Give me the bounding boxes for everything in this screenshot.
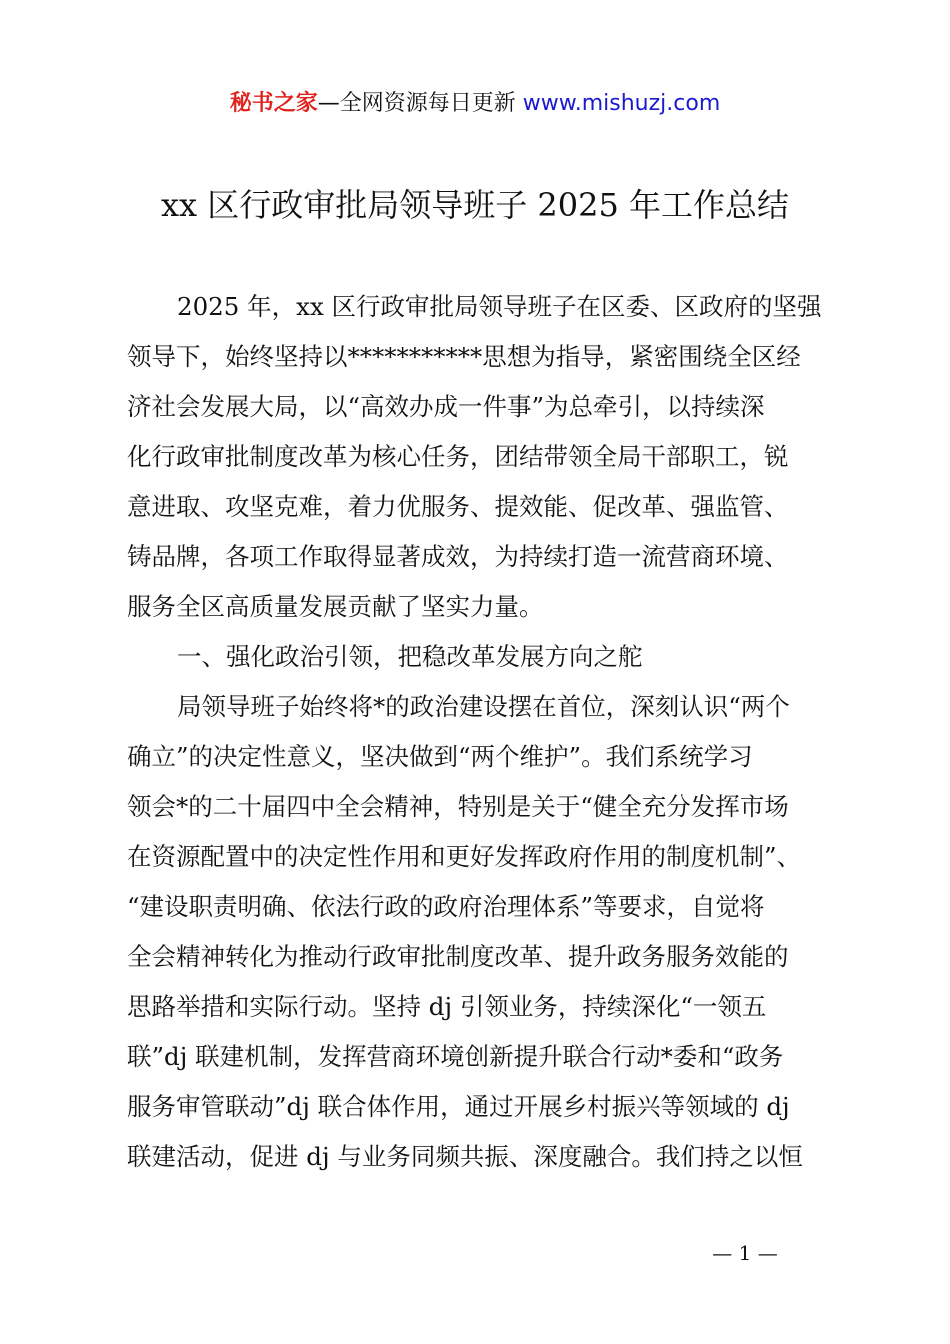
- paragraph-line: 全会精神转化为推动行政审批制度改革、提升政务服务效能的: [127, 942, 789, 971]
- paragraph-line: 确立”的决定性意义，坚决做到“两个维护”。我们系统学习: [127, 742, 753, 771]
- paragraph-line: “建设职责明确、依法行政的政府治理体系”等要求，自觉将: [127, 892, 765, 921]
- document-body: [127, 282, 832, 1182]
- paragraph-line: 思路举措和实际行动。坚持 dj 引领业务，持续深化“一领五: [127, 992, 767, 1021]
- header-slogan: —全网资源每日更新: [317, 91, 523, 116]
- paragraph-line: 局领导班子始终将*的政治建设摆在首位，深刻认识“两个: [177, 692, 790, 721]
- paragraph-line: 服务全区高质量发展贡献了坚实力量。: [127, 592, 544, 621]
- paragraph-line: 联建活动，促进 dj 与业务同频共振、深度融合。我们持之以恒: [127, 1142, 803, 1171]
- brand-name: 秘书之家: [229, 91, 318, 116]
- paragraph-line: 化行政审批制度改革为核心任务，团结带领全局干部职工，锐: [127, 442, 789, 471]
- site-url[interactable]: www.mishuzj.com: [522, 91, 721, 116]
- site-header: [0, 88, 950, 120]
- paragraph-line: 服务审管联动”dj 联合体作用，通过开展乡村振兴等领域的 dj: [127, 1092, 790, 1121]
- paragraph-line: 联”dj 联建机制，发挥营商环境创新提升联合行动*委和“政务: [127, 1042, 784, 1071]
- paragraph-line: 领导下，始终坚持以***********思想为指导，紧密围绕全区经: [127, 342, 801, 371]
- page-number: — 1 —: [712, 1241, 778, 1265]
- paragraph-line: 意进取、攻坚克难，着力优服务、提效能、促改革、强监管、: [127, 492, 789, 521]
- paragraph-line: 济社会发展大局，以“高效办成一件事”为总牵引，以持续深: [127, 392, 765, 421]
- document-title: xx 区行政审批局领导班子 2025 年工作总结: [160, 186, 790, 224]
- paragraph-line: 领会*的二十届四中全会精神，特别是关于“健全充分发挥市场: [127, 792, 789, 821]
- paragraph-line: 2025 年，xx 区行政审批局领导班子在区委、区政府的坚强: [177, 292, 822, 321]
- paragraph-line: 在资源配置中的决定性作用和更好发挥政府作用的制度机制”、: [127, 842, 802, 871]
- paragraph-line: 铸品牌，各项工作取得显著成效，为持续打造一流营商环境、: [127, 542, 789, 571]
- section-heading: 一、强化政治引领，把稳改革发展方向之舵: [177, 642, 643, 671]
